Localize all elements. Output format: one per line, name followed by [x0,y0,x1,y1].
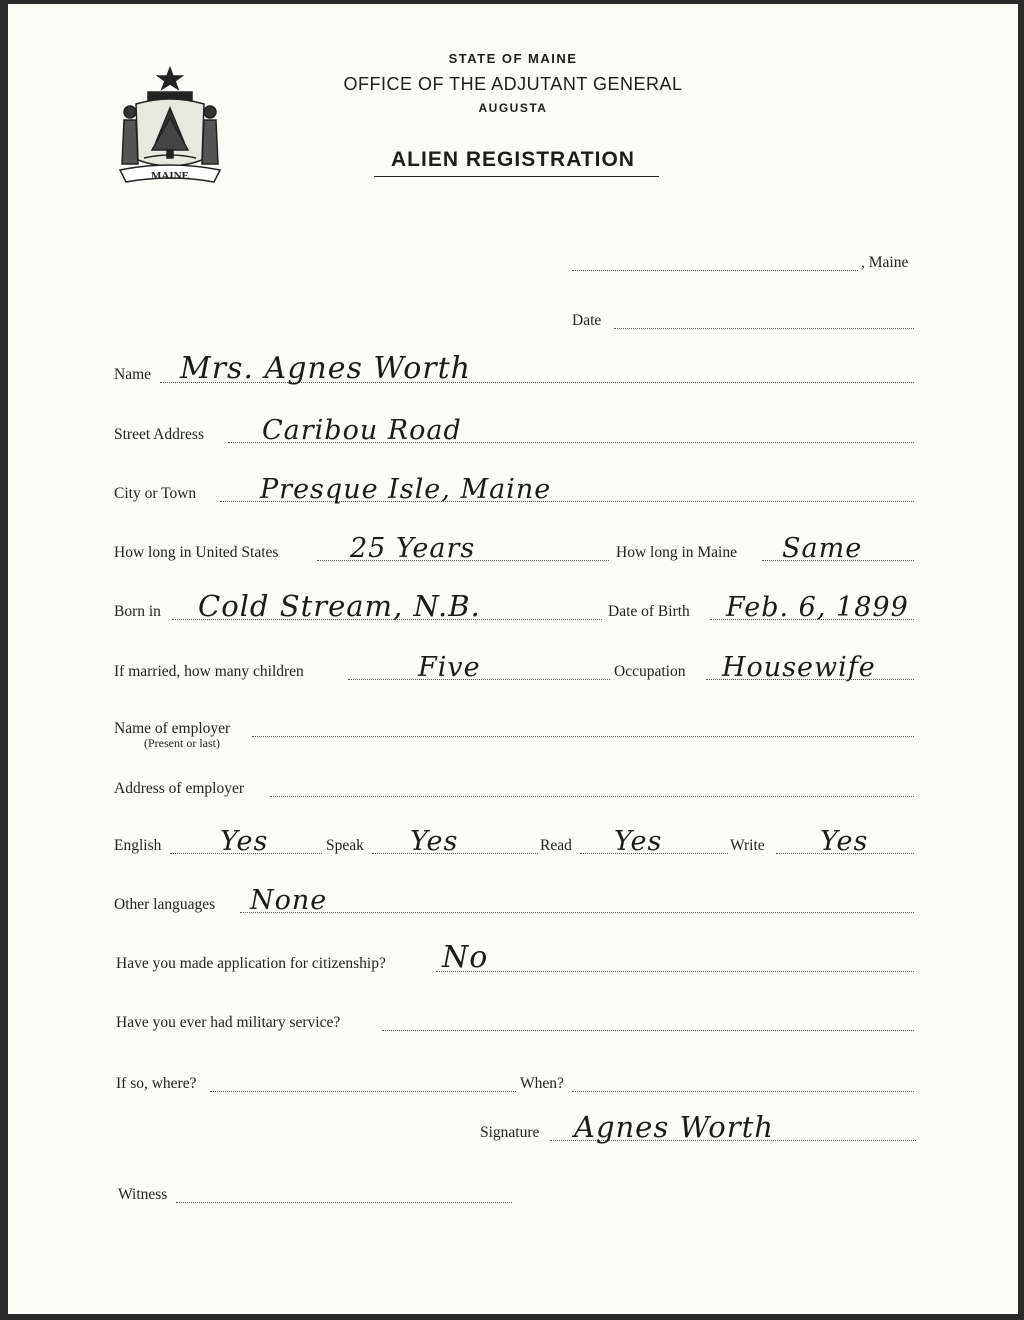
date-label: Date [572,312,602,329]
employer-field[interactable] [114,710,914,740]
write-label: Write [730,837,765,854]
employer-address-field[interactable] [114,770,914,800]
military-field[interactable] [116,1004,916,1034]
witness-field[interactable] [118,1176,518,1206]
title-underline [374,176,659,177]
state-heading: STATE OF MAINE [448,51,578,66]
city-field[interactable] [114,475,914,505]
city-label: City or Town [114,485,197,502]
employer-sub-label: (Present or last) [144,736,220,750]
english-label: English [114,837,162,854]
children-value: Five [418,652,481,683]
street-value: Caribou Road [262,415,462,446]
citizenship-label: Have you made application for citizenship? [116,955,386,972]
form-title: ALIEN REGISTRATION [391,148,635,171]
where-label: If so, where? [116,1075,197,1092]
office-heading: OFFICE OF THE ADJUTANT GENERAL [343,74,683,94]
speak-value: Yes [410,826,459,857]
citizenship-value: No [442,940,489,975]
name-label: Name [114,366,152,383]
military-detail-row [116,1065,916,1095]
speak-label: Speak [326,837,364,854]
employer-address-label: Address of employer [114,780,244,797]
witness-label: Witness [118,1186,168,1203]
street-label: Street Address [114,426,204,443]
signature-field[interactable] [480,1110,916,1144]
date-field[interactable] [572,302,914,332]
maine-label: , Maine [861,254,909,271]
when-label: When? [520,1075,564,1092]
alien-registration-form [8,4,1018,1314]
place-field[interactable] [568,244,918,274]
read-value: Yes [614,826,663,857]
english-value: Yes [220,826,269,857]
occupation-label: Occupation [614,663,686,680]
how-long-us-label: How long in United States [114,544,279,561]
born-in-label: Born in [114,603,161,620]
other-languages-label: Other languages [114,896,216,913]
occupation-value: Housewife [722,652,876,683]
residence-duration-row [114,534,914,564]
other-languages-field[interactable] [114,886,914,916]
name-value: Mrs. Agnes Worth [180,351,471,386]
how-long-maine-label: How long in Maine [616,544,737,561]
english-row [114,827,914,857]
other-languages-value: None [250,885,328,916]
seal-maine-text: MAINE [151,170,189,182]
signature-value: Agnes Worth [574,1110,774,1144]
name-field[interactable] [114,351,914,386]
birth-row [114,589,914,623]
employer-label: Name of employer [114,720,231,737]
read-label: Read [540,837,572,854]
signature-label: Signature [480,1124,540,1141]
family-occupation-row [114,653,914,683]
city-value: Presque Isle, Maine [260,474,552,505]
city-heading: AUGUSTA [478,101,548,115]
how-long-us-value: 25 Years [350,533,476,564]
dob-value: Feb. 6, 1899 [726,592,909,623]
street-field[interactable] [114,416,914,446]
how-long-maine-value: Same [782,533,863,564]
dob-label: Date of Birth [608,603,690,620]
born-in-value: Cold Stream, N.B. [198,589,481,623]
children-label: If married, how many children [114,663,304,680]
citizenship-field[interactable] [116,940,916,975]
military-label: Have you ever had military service? [116,1014,341,1031]
write-value: Yes [820,826,869,857]
